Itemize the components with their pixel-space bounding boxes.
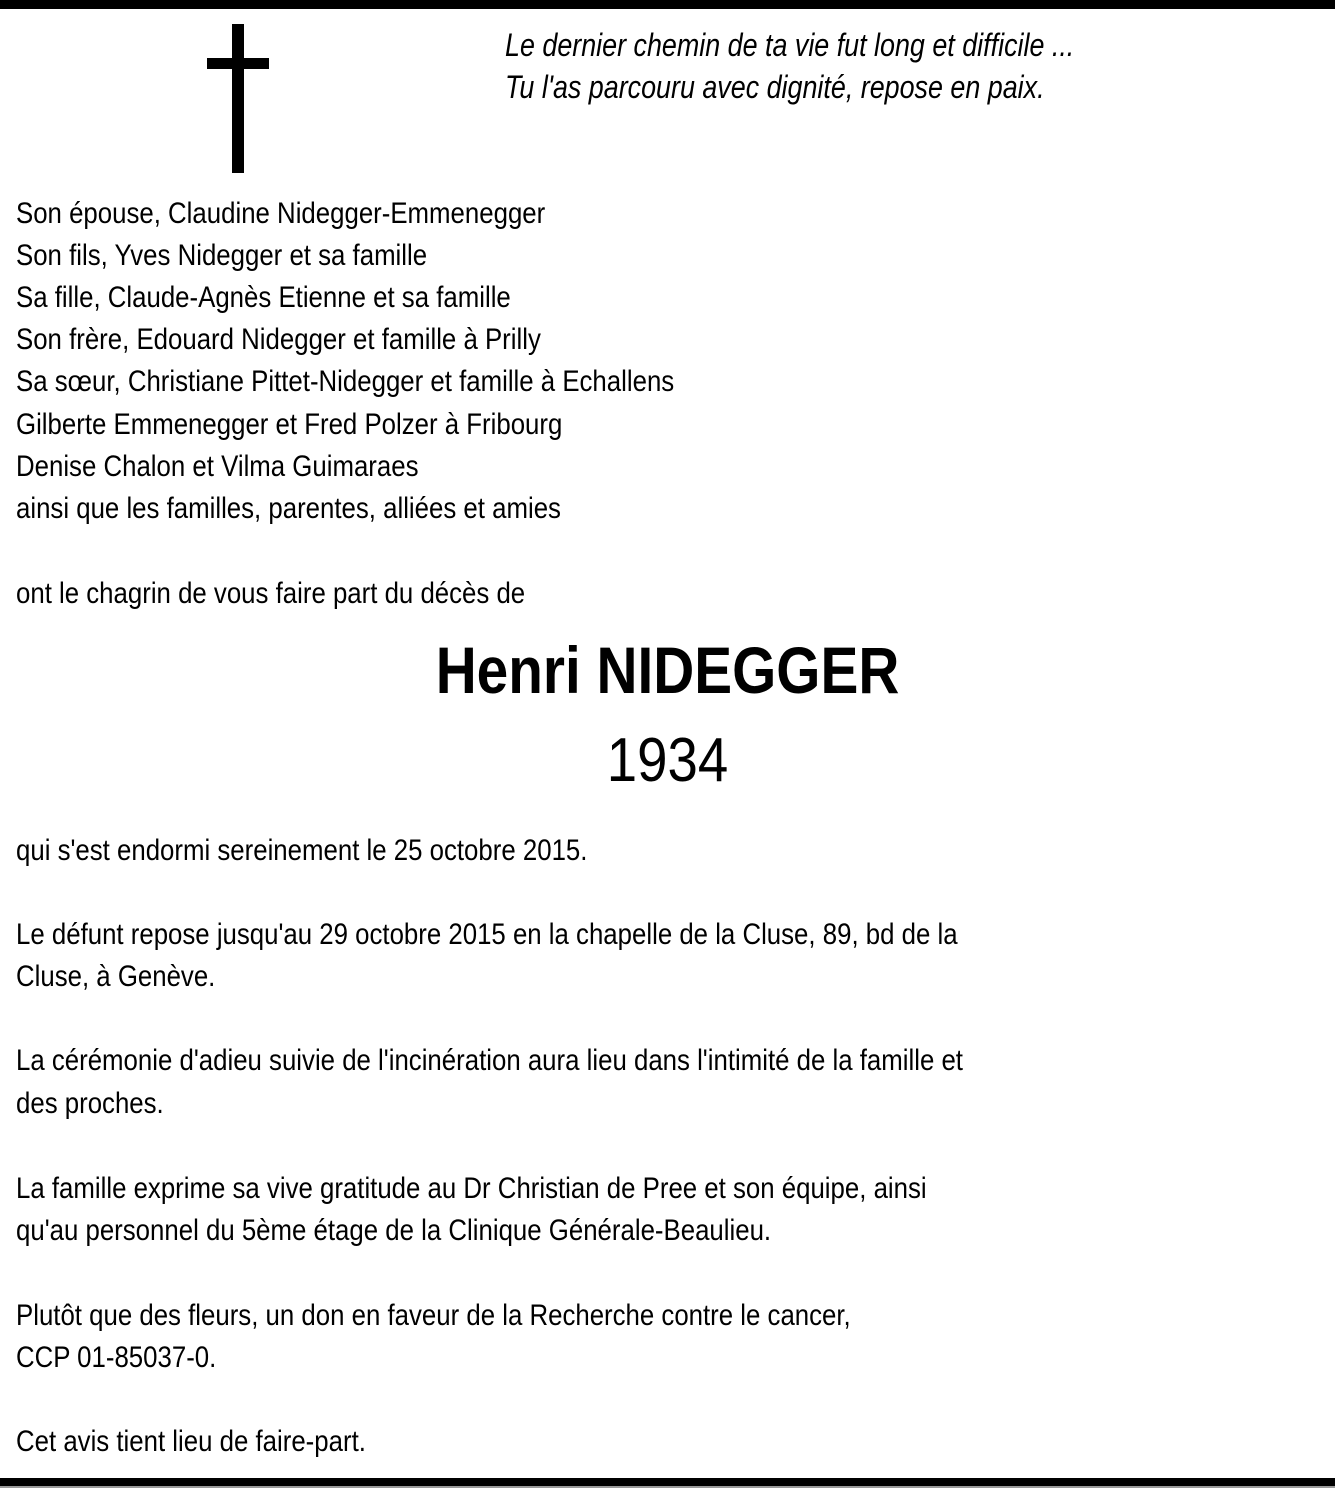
announcement-text: ont le chagrin de vous faire part du décès de xyxy=(16,577,526,610)
paragraph-donation-line: CCP 01-85037-0. xyxy=(16,1341,217,1374)
paragraph-viewing-line: Cluse, à Genève. xyxy=(16,960,216,993)
deceased-name: Henri NIDEGGER xyxy=(435,633,900,707)
paragraph-viewing-line: Le défunt repose jusqu'au 29 octobre 2015 en la chapelle de la Cluse, 89, bd de la xyxy=(16,918,958,951)
top-border-bar xyxy=(0,0,1335,9)
paragraph-passing: qui s'est endormi sereinement le 25 octobre 2015. xyxy=(16,834,588,867)
mourner-line: Denise Chalon et Vilma Guimaraes xyxy=(16,450,419,483)
mourner-line: Sa sœur, Christiane Pittet-Nidegger et famille à Echallens xyxy=(16,365,675,398)
paragraph-ceremony-line: des proches. xyxy=(16,1087,164,1120)
epigraph-line: Tu l'as parcouru avec dignité, repose en paix. xyxy=(505,69,1045,105)
paragraph-closing: Cet avis tient lieu de faire-part. xyxy=(16,1425,366,1458)
mourner-line: Son fils, Yves Nidegger et sa famille xyxy=(16,239,428,272)
cross-vertical-beam xyxy=(232,24,244,173)
paragraph-gratitude-line: La famille exprime sa vive gratitude au Dr Christian de Pree et son équipe, ainsi xyxy=(16,1172,927,1205)
paragraph-donation-line: Plutôt que des fleurs, un don en faveur de la Recherche contre le cancer, xyxy=(16,1299,851,1332)
mourner-line: Son épouse, Claudine Nidegger-Emmenegger xyxy=(16,197,546,230)
bottom-border-bar xyxy=(0,1478,1335,1488)
epigraph-line: Le dernier chemin de ta vie fut long et difficile ... xyxy=(505,27,1075,63)
mourner-line: Gilberte Emmenegger et Fred Polzer à Fribourg xyxy=(16,408,563,441)
mourner-line: Sa fille, Claude-Agnès Etienne et sa famille xyxy=(16,281,511,314)
birth-year: 1934 xyxy=(606,726,729,795)
paragraph-ceremony-line: La cérémonie d'adieu suivie de l'incinération aura lieu dans l'intimité de la famille et xyxy=(16,1044,963,1077)
mourner-line: Son frère, Edouard Nidegger et famille à Prilly xyxy=(16,323,541,356)
cross-horizontal-beam xyxy=(207,58,269,69)
mourner-line: ainsi que les familles, parentes, alliées et amies xyxy=(16,492,561,525)
paragraph-gratitude-line: qu'au personnel du 5ème étage de la Clinique Générale-Beaulieu. xyxy=(16,1214,772,1247)
